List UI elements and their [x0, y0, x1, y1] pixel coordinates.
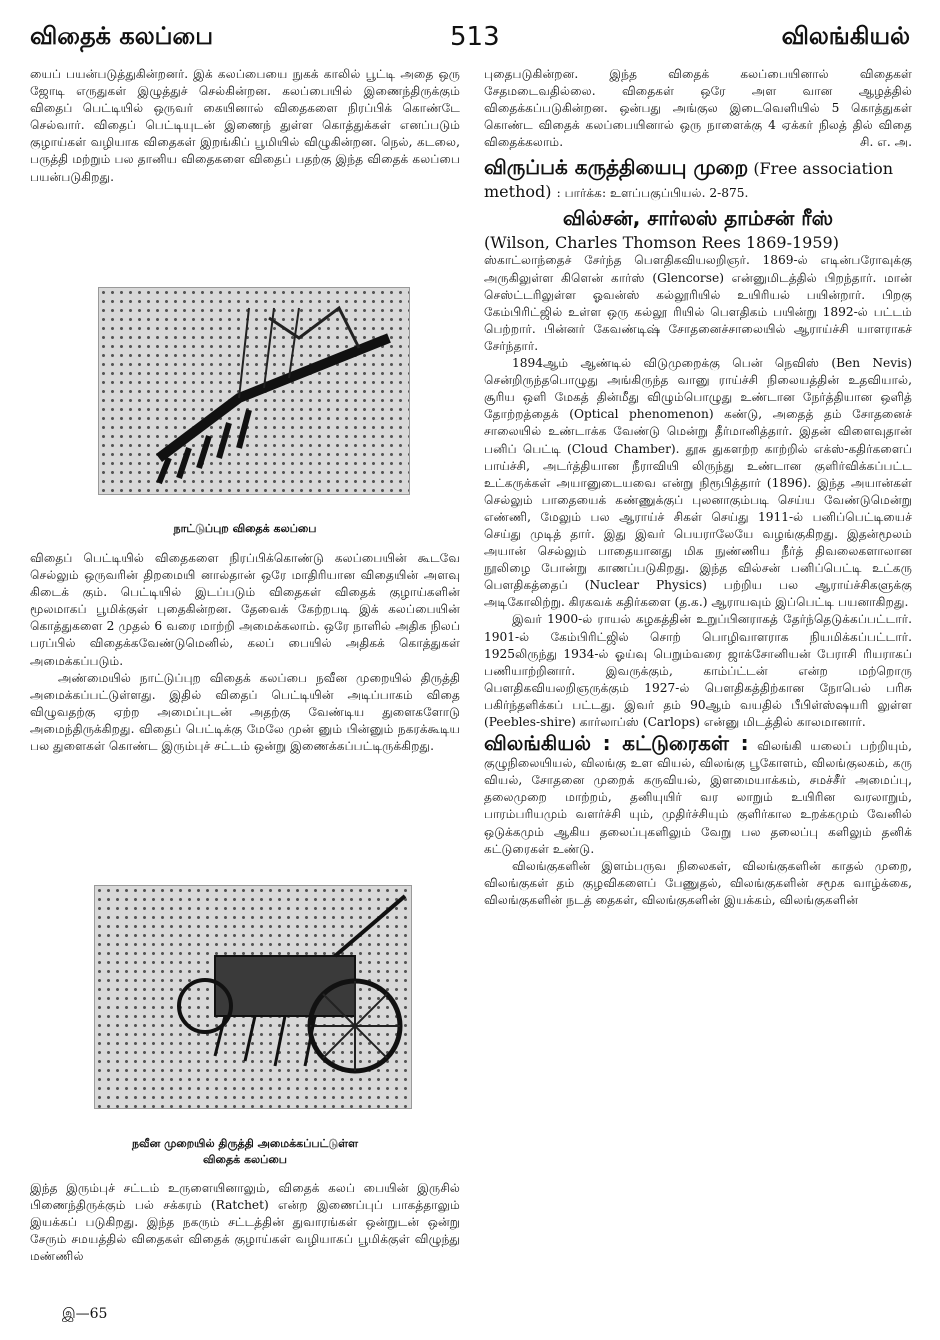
running-head-right: விலங்கியல்: [781, 22, 910, 50]
entry-zoology: [484, 731, 913, 909]
entry-title-zoology: விலங்கியல் : கட்டுரைகள் :: [484, 731, 749, 756]
figure-country-seed-drill: [98, 287, 410, 495]
left-column: [30, 66, 460, 186]
modern-seed-drill-illustration: [95, 886, 411, 1108]
seed-drill-illustration: [99, 288, 409, 494]
zoology-paragraph-1-text: விலங்கி யலைப் பற்றியும், குழுநிலையியல், விலங்கு உள வியல், விலங்கு பூகோளம், விலங்குலகம், கரு வியல், சோதனை முறைக் கருவியல், இளமையாக்கம், சமச்சீர் அமைப்பு, தலைமுறை மாற்றம், தனியுயிர் வர லாறும் உயிரின வரலாறும், பாரம்பரியமும் வளர்ச்சி யும், முதிர்ச்சியும் குளிர்கால உறக்கமும் வேனில் ஒடுக்கமும் ஆகிய தலைப்புகளிலும் வேறு பல தலைப்பு களிலும் தனிக் கட்டுரைகள் உண்டு.: [484, 739, 913, 856]
figure-1-caption: நாட்டுப்புற விதைக் கலப்பை: [173, 522, 317, 535]
left-paragraph-2: விதைப் பெட்டியில் விதைகளை நிரப்பிக்கொண்டு கலப்பையின் கூடவே செல்லும் ஒருவரின் திறமையி னால்தான் ஒரே மாதிரியான விதையின் அளவு கிடைக் கும். பெட்டியில் இடப்படும் விதைகள் விதைக் குழாய்களின் மூலமாகப் பூமிக்குள் புதைகின்றன. தேவைக் கேற்றபடி இக் கலப்பையின் கொத்துகளை 2 முதல் 6 வரை மாற்றி அமைக்கலாம். ஒரே நாளில் அதிக நிலப் பரப்பில் விதைக்கவேண்டுமெனில், கலப் பையில் அதிகக் கொத்துகள் அமைக்கப்படும்.: [30, 551, 460, 668]
page-number: 513: [450, 22, 500, 52]
author-signature: சி. எ. அ.: [860, 135, 912, 150]
entry-free-association: [484, 155, 912, 202]
entry-english-free-association: (Free association method): [484, 159, 894, 202]
entry-reference: : பார்க்க: உளப்பகுப்பியல். 2-875.: [556, 186, 749, 201]
zoology-paragraph-2: விலங்குகளின் இளம்பருவ நிலைகள், விலங்குகளின் காதல் முறை, விலங்குகள் தம் குழவிகளைப் பேணுதல், விலங்குகளின் சமூக வாழ்க்கை, விலங்குகளின் நடத் தைகள், விலங்குகளின் இயக்கம், விலங்குகளின்: [484, 858, 912, 907]
entry-title-wilson: வில்சன், சார்லஸ் தாம்சன் ரீஸ்: [562, 206, 834, 231]
entry-wilson: [484, 206, 912, 731]
page-header: [30, 22, 910, 62]
left-paragraph-3: அண்மையில் நாட்டுப்புற விதைக் கலப்பை நவீன முறையில் திருத்தி அமைக்கப்பட்டுள்ளது. இதில் விதைப் பெட்டியின் அடிப்பாகம் விதை விழுவதற்கு ஏற்ற அமைப்புடன் அதற்கு வேண்டிய துளைகளோடு அமைந்திருக்கிறது. விதைப் பெட்டிக்கு மேலே முன் னும் பின்னும் நகரக்கூடிய பல துளைகள் கொண்ட இரும்புச் சட்டம் ஒன்று இணைக்கப்பட்டிருக்கிறது.: [30, 670, 460, 754]
left-paragraph-1: யைப் பயன்படுத்துகின்றனர். இக் கலப்பையை நுகக் காலில் பூட்டி அதை ஒரு ஜோடி எருதுகள் இழுத்துச் செல்கின்றன. கலப்பையில் இணைந்திருக்கும் விதைப் பெட்டியில் ஒருவர் கையினால் விதைகளை நிரப்பிக் கொண்டே செல்வார். விதைப் பெட்டியுடன் இணைந் துள்ள கொத்துக்கள் எனப்படும் குழாய்கள் வழியாக விதைகள் இறங்கிப் பூமியில் விழுகின்றன. நெல், கடலை, பருத்தி மற்றும் பல தானிய விதைகளை விதைப் பதற்கு இந்த விதைக் கலப்பை பயன்படுகிறது.: [30, 67, 460, 184]
running-head-left: விதைக் கலப்பை: [30, 22, 214, 50]
wilson-paragraph-2: 1894ஆம் ஆண்டில் விடுமுறைக்கு பென் நெவிஸ் (Ben Nevis) சென்றிருந்தபொழுது அங்கிருந்த வானு ராய்ச்சி நிலையத்தின் உதவியால், சூரிய ஒளி மேகத் தின்மீது விழும்பொழுது உண்டான நேர்த்தியான ஒளித் தோற்றத்தைக் (Optical phenomenon) கண்டு, அதைத் தம் சோதனைச் சாலையில் உண்டாக்க வேண்டு மென்று தீர்மானித்தார். இதன் விளைவுதான் பனிப் பெட்டி (Cloud Chamber). தூசு துகளற்ற காற்றில் எக்ஸ்-கதிர்களைப் பாய்ச்சி, அடர்த்தியான நீராவியி லிருந்து உண்டான குளிர்விக்கப்பட்ட உட்கருக்கள் அயானுடையவை என்று நிரூபித்தார் (1896). இந்த அயான்கள் செல்லும் பாதையைக் கண்ணுக்குப் புலனாகும்படி செய்ய வேண்டுமென்று எண்ணி, மேலும் பல ஆராய்ச் சிகள் செய்து 1911-ல் பனிப்பெட்டியைச் செய்து முடித் தார். இது இவர் பெயராலேயே வழங்குகிறது. இதன்மூலம் அயான் செல்லும் பாதையானது மிக நுண்ணிய நீர்த் திவலைகளாலான நூலிழை போன்று காணப்படுகிறது. இந்த வில்சன் பனிப்பெட்டி உட்கரு பௌதிகத்தைப் (Nuclear Physics) பற்றிய பல ஆராய்ச்சிகளுக்கு அடிகோலிற்று. கிரகவக் கதிர்களை (த.க.) ஆராயவும் இப்பெட்டி பயனாகிறது.: [484, 356, 912, 610]
zoology-paragraph-1: [484, 731, 913, 858]
wilson-paragraph-1: ஸ்காட்லாந்தைச் சேர்ந்த பௌதிகவியலறிஞர். 1869-ல் எடின்பரோவுக்கு அருகிலுள்ள கிளென் கார்ஸ் (Glencorse) என்னுமிடத்தில் பிறந்தார். மான் செஸ்ட்டரிலுள்ள ஓவன்ஸ் கல்லூரியில் உயிரியல் பயின்றார். பிறகு கேம்பிரிட்ஜில் உள்ள ஒரு கல்லூ ரியில் பௌதிகம் பயின்று 1892-ல் பட்டம் பெற்றார். பின்னர் கேவண்டிஷ் சோதனைச்சாலையில் ஆராய்ச்சி யாளராகச் சேர்ந்தார்.: [484, 253, 912, 353]
right-paragraph-1-text: புதைபடுகின்றன. இந்த விதைக் கலப்பையினால் விதைகள் சேதமடைவதில்லை. விதைகள் ஒரே அள வான ஆழத்தில் விதைக்கப்படுகின்றன. ஒன்பது அங்குல இடைவெளியில் 5 கொத்துகள் கொண்ட விதைக் கலப்பையினால் ஒரு நாளைக்கு 4 ஏக்கர் நிலத் தில் விதை விதைக்கலாம்.: [484, 67, 912, 150]
entry-title-free-association: விருப்பக் கருத்தியைபு முறை: [484, 155, 749, 180]
left-block-3: [30, 1180, 460, 1265]
page-footer-signature: இ—65: [62, 1306, 108, 1322]
left-paragraph-4: இந்த இரும்புச் சட்டம் உருளையினாலும், விதைக் கலப் பையின் இருசில் பிணைந்திருக்கும் பல் சக்கரம் (Ratchet) என்ற இணைப்புப் பாகத்தாலும் இயக்கப் படுகிறது. இந்த நகரும் சட்டத்தின் துவாரங்கள் ஒன்றுடன் ஒன்று சேரும் சமயத்தில் விதைகள் விதைக் குழாய்கள் வழியாகப் பூமிக்குள் விழுந்து மண்ணில்: [30, 1181, 460, 1264]
figure-modern-seed-drill: [94, 885, 412, 1109]
figure-2-caption-line-2: விதைக் கலப்பை: [203, 1153, 287, 1166]
figure-2-caption-line-1: நவீன முறையில் திருத்தி அமைக்கப்பட்டுள்ள: [131, 1137, 358, 1150]
right-column: [484, 66, 912, 909]
entry-english-wilson: (Wilson, Charles Thomson Rees 1869-1959): [484, 233, 839, 253]
right-paragraph-1: [484, 66, 912, 151]
wilson-paragraph-3: இவர் 1900-ல் ராயல் கழகத்தின் உறுப்பினராகத் தேர்ந்தெடுக்கப்பட்டார். 1901-ல் கேம்பிரிட்ஜில் சொற் பொழிவாளராக நியமிக்கப்பட்டார். 1925லிருந்து 1934-ல் ஓய்வு பெறும்வரை ஜாக்சோனியன் பேராசி ரியராகப் பணியாற்றினார். இவருக்கும், காம்ப்ட்டன் என்ற மற்றொரு பௌதிகவியலறிஞருக்கும் 1927-ல் பௌதிகத்திற்கான நோபெல் பரிசு பகிர்ந்தளிக்கப் பட்டது. இவர் தம் 90ஆம் வயதில் பீபிள்ஸ்ஷயரி லுள்ள (Peebles-shire) கார்லாப்ஸ் (Carlops) என்னு மிடத்தில் காலமானார்.: [484, 612, 912, 729]
left-block-2: [30, 550, 460, 755]
figure-2-caption: [30, 1136, 460, 1168]
